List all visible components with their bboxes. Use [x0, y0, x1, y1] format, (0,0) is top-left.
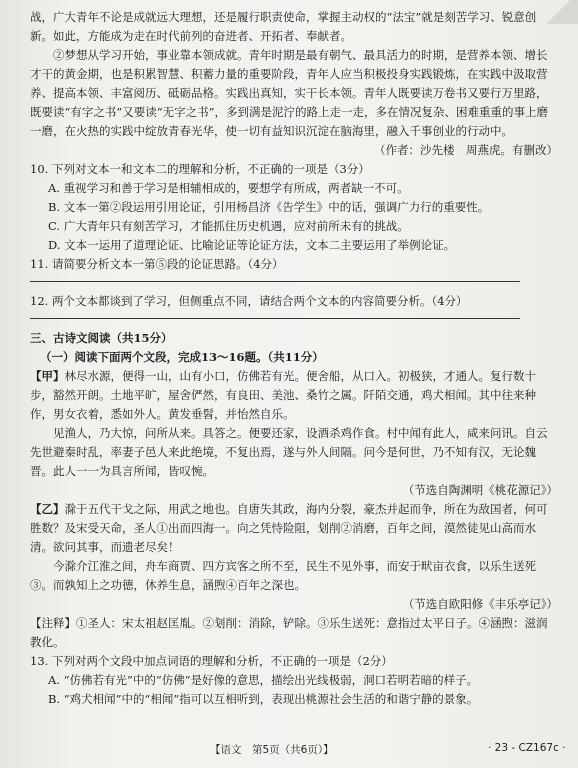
annotation-note: 【注释】①圣人：宋太祖赵匡胤。②刬削：消除，铲除。③乐生送死：意指过太平日子。④涵煦：滋润教化。	[30, 616, 548, 649]
q10-option-a: A. 重视学习和善于学习是相辅相成的，要想学有所成，两者缺一不可。	[48, 181, 409, 195]
footer-page-info: 【语文 第5页（共6页）】	[210, 744, 334, 756]
yi-label: 【乙】	[30, 502, 65, 516]
q10-option-c: C. 广大青年只有刻苦学习，才能抓住历史机遇，应对前所未有的挑战。	[48, 219, 409, 233]
question-12: 12. 两个文本都谈到了学习，但侧重点不同，请结合两个文本的内容简要分析。（4分）	[30, 294, 468, 308]
page-content	[30, 8, 558, 709]
yi-paragraph-2: 今滁介江淮之间，舟车商贾、四方宾客之所不至，民生不见外事，而安于畎亩衣食，以乐生送死③。而孰知上之功德，休养生息，涵煦④百年之深也。	[30, 559, 536, 592]
q13-option-a: A. “仿佛若有光”中的“仿佛”是好像的意思，描绘出光线极弱，洞口若明若暗的样子。	[48, 673, 479, 687]
question-11: 11. 请简要分析文本一第⑤段的论证思路。（4分）	[30, 257, 284, 271]
part-1-heading: （一）阅读下面两个文段，完成13～16题。（共11分）	[40, 350, 324, 364]
section-3-heading: 三、古诗文阅读（共15分）	[30, 331, 173, 345]
question-10: 10. 下列对文本一和文本二的理解和分析，不正确的一项是（3分）	[30, 162, 370, 176]
q13-option-b: B. “鸡犬相闻”中的“相闻”指可以互相听到，表现出桃源社会生活的和谐宁静的景象。	[48, 692, 479, 706]
q10-option-d: D. 文本一运用了道理论证、比喻论证等论证方法，文本二主要运用了举例论证。	[48, 238, 456, 252]
jia-paragraph-1: 林尽水源，便得一山，山有小口，仿佛若有光。便舍船，从口入。初极狭，才通人。复行数十步，豁然开朗。土地平旷，屋舍俨然，有良田、美池、桑竹之属。阡陌交通，鸡犬相闻。其中往来种作，男女衣着，悉如外人。黄发垂髫，并怡然自乐。	[30, 369, 536, 421]
page-footer	[0, 740, 578, 760]
answer-line-11[interactable]	[30, 280, 520, 282]
footer-code: · 23 - CZ167c ·	[488, 742, 566, 754]
jia-paragraph-2: 见渔人，乃大惊，问所从来。具答之。便要还家，设酒杀鸡作食。村中闻有此人，咸来问讯。自云先世避秦时乱，率妻子邑人来此绝境，不复出焉，遂与外人间隔。问今是何世，乃不知有汉，无论魏晋。此人一一为具言所闻，皆叹惋。	[30, 426, 548, 478]
jia-source: （节选自陶渊明《桃花源记》）	[402, 483, 558, 497]
q10-option-b: B. 文本一第②段运用引用论证，引用杨昌济《告学生》中的话，强调广力行的重要性。	[48, 200, 490, 214]
answer-line-12[interactable]	[30, 317, 520, 319]
text-source: （作者：沙先楼 周燕虎。有删改）	[374, 143, 558, 157]
text-paragraph-1: 战，广大青年不论是成就远大理想，还是履行职责使命，掌握主动权的“法宝”就是刻苦学习、锐意创新。如此，方能成为走在时代前列的奋进者、开拓者、奉献者。	[30, 10, 537, 43]
yi-paragraph-1: 滁于五代干戈之际，用武之地也。自唐失其政，海内分裂，豪杰并起而争，所在为敌国者，何可胜数？及宋受天命，圣人①出而四海一。向之凭恃险阻，刬削②消磨，百年之间，漠然徒见山高而水清。欲问其事，而遗老尽矣！	[30, 502, 548, 554]
question-13: 13. 下列对两个文段中加点词语的理解和分析，不正确的一项是（2分）	[30, 654, 393, 668]
jia-label: 【甲】	[30, 369, 65, 383]
yi-source: （节选自欧阳修《丰乐亭记》）	[402, 597, 558, 611]
text-paragraph-2: ②梦想从学习开始，事业靠本领成就。青年时期是最有朝气、最具活力的时期，是营养本领、增长才干的黄金期，也是积累智慧、积蓄力量的重要阶段，青年人应当积极投身实践锻炼，在实践中汲取营养、提高本领、丰富阅历、砥砺品格。实践出真知，实干长本领。青年人既要读万卷书又要行万里路，既要读“有字之书”又要读“无字之书”，多到满是泥泞的路上走一走，多在情况复杂、困难重重的事上磨一磨，在火热的实践中绽放青春光华，使一切有益知识沉淀在脑海里，融入千事创业的行动中。	[30, 48, 549, 138]
